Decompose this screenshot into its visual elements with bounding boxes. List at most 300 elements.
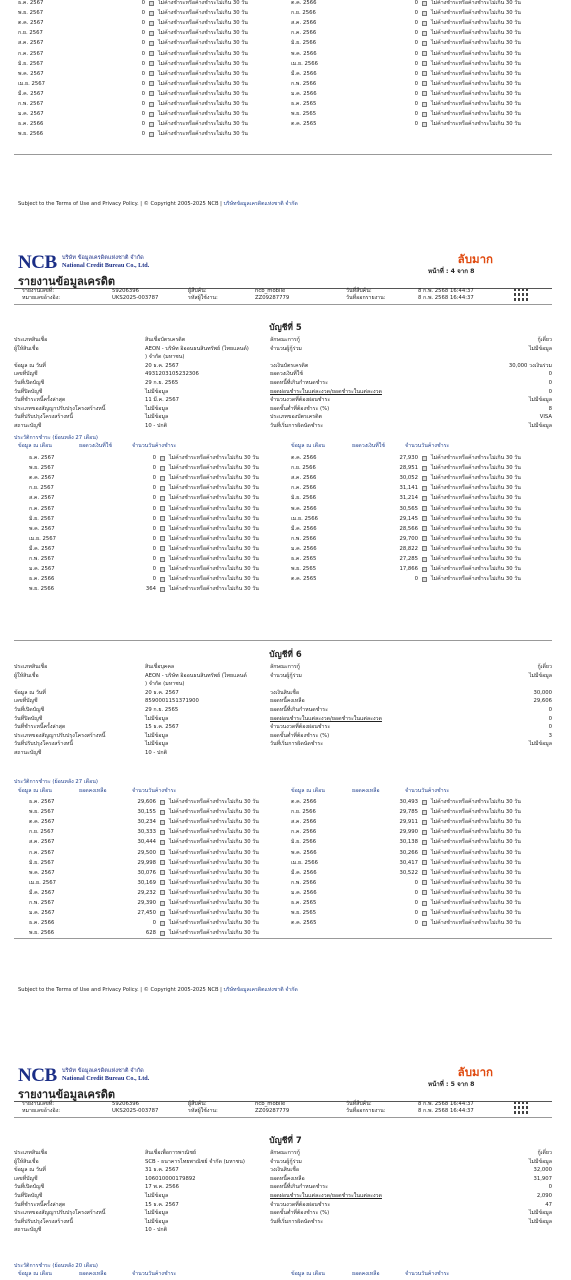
- payment-history-row: [291, 827, 561, 837]
- history-status: ไม่ค้างชำระหรือค้างชำระไม่เกิน 30 วัน: [158, 80, 248, 87]
- status-checkbox-icon: [160, 476, 165, 481]
- history-amount: 29,500: [137, 849, 156, 856]
- payment-history-row: [29, 564, 299, 574]
- status-checkbox-icon: [160, 546, 165, 551]
- page-number: หน้าที่ : 4 จาก 8: [428, 268, 475, 275]
- status-checkbox-icon: [422, 486, 427, 491]
- meta-value: 8 ก.พ. 2568 16:44:37: [418, 1101, 474, 1107]
- history-month: พ.ย. 2566: [18, 131, 44, 138]
- status-checkbox-icon: [160, 820, 165, 825]
- footer-company-link: บริษัทข้อมูลเครดิตแห่งชาติ จำกัด: [223, 201, 298, 207]
- meta-label: วันที่ออกรายงาน:: [346, 295, 386, 301]
- history-status: ไม่ค้างชำระหรือค้างชำระไม่เกิน 30 วัน: [158, 30, 248, 37]
- field-value: ไม่มีข้อมูล: [145, 732, 169, 739]
- history-month: มี.ค. 2566: [291, 70, 317, 77]
- field-value: 47: [545, 1201, 552, 1208]
- account-detail-row: [14, 362, 552, 371]
- meta-value: 8 ก.พ. 2568 16:44:37: [418, 288, 474, 294]
- history-month: ม.ค. 2566: [291, 90, 317, 97]
- payment-history-row: [18, 49, 288, 59]
- payment-history-row: [291, 99, 561, 109]
- field-value: ไม่มีข้อมูล: [145, 388, 169, 395]
- col-status: จำนวนวันค้างชำระ: [405, 788, 450, 794]
- status-checkbox-icon: [160, 830, 165, 835]
- payment-history-row: [291, 574, 561, 584]
- history-amount: 29,145: [399, 515, 418, 522]
- history-status: ไม่ค้างชำระหรือค้างชำระไม่เกิน 30 วัน: [169, 485, 259, 492]
- payment-history-row: [29, 493, 299, 503]
- history-status: ไม่ค้างชำระหรือค้างชำระไม่เกิน 30 วัน: [169, 930, 259, 937]
- history-status: ไม่ค้างชำระหรือค้างชำระไม่เกิน 30 วัน: [431, 111, 521, 118]
- field-label: สถานะบัญชี: [14, 423, 42, 429]
- status-checkbox-icon: [160, 506, 165, 511]
- history-section-title: ประวัติการชำระ (ย้อนหลัง 27 เดือน): [14, 779, 98, 785]
- payment-history-row: [291, 109, 561, 119]
- field-label: วงเงินสินเชื่อ: [270, 1167, 300, 1174]
- status-checkbox-icon: [160, 870, 165, 875]
- history-column-header: [18, 789, 278, 797]
- field-label: ข้อมูล ณ วันที่: [14, 689, 46, 696]
- history-amount: 27,285: [399, 556, 418, 562]
- history-amount: 0: [414, 889, 418, 896]
- payment-history-row: [29, 483, 299, 493]
- history-status: ไม่ค้างชำระหรือค้างชำระไม่เกิน 30 วัน: [431, 576, 521, 583]
- field-label: จำนวนงวดที่ต้องผ่อนชำระ: [270, 724, 331, 731]
- status-checkbox-icon: [422, 112, 427, 117]
- history-status: ไม่ค้างชำระหรือค้างชำระไม่เกิน 30 วัน: [431, 859, 521, 866]
- history-amount: 0: [414, 879, 418, 886]
- field-value: 20 ธ.ค. 2567: [145, 689, 179, 696]
- history-amount: 0: [414, 121, 418, 128]
- account-detail-row: [14, 1149, 552, 1158]
- meta-label: รายงานเลขที่:: [22, 288, 55, 294]
- field-label: สถานะบัญชี: [14, 1227, 42, 1234]
- payment-history-row: [291, 49, 561, 59]
- payment-history-row: [29, 524, 299, 534]
- payment-history-row: [291, 848, 561, 858]
- status-checkbox-icon: [422, 466, 427, 471]
- field-label: ผู้ให้สินเชื่อ: [14, 1158, 39, 1165]
- history-status: ไม่ค้างชำระหรือค้างชำระไม่เกิน 30 วัน: [169, 475, 259, 482]
- history-month: ม.ค. 2567: [29, 566, 55, 573]
- history-amount: 0: [141, 60, 145, 67]
- status-checkbox-icon: [149, 122, 154, 127]
- meta-value: 59206396: [112, 1101, 139, 1107]
- footer-legal-text: Subject to the Terms of Use and Privacy Policy. | © Copyright 2005-2025 NCB |: [18, 987, 222, 993]
- status-checkbox-icon: [422, 536, 427, 541]
- history-month: มิ.ย. 2566: [291, 495, 317, 502]
- field-value: 0: [548, 380, 552, 386]
- history-status: ไม่ค้างชำระหรือค้างชำระไม่เกิน 30 วัน: [169, 900, 259, 906]
- status-checkbox-icon: [422, 51, 427, 56]
- history-amount: 29,700: [399, 535, 418, 542]
- account-detail-row: [14, 388, 552, 397]
- history-status: ไม่ค้างชำระหรือค้างชำระไม่เกิน 30 วัน: [169, 920, 259, 927]
- field-value: 10 - ปกติ: [145, 423, 168, 429]
- col-amount: ยอดวงเงินที่ใช้: [352, 443, 385, 449]
- payment-history-row: [29, 837, 299, 847]
- history-status: ไม่ค้างชำระหรือค้างชำระไม่เกิน 30 วัน: [169, 556, 259, 562]
- history-status: ไม่ค้างชำระหรือค้างชำระไม่เกิน 30 วัน: [169, 869, 259, 876]
- history-amount: 0: [141, 131, 145, 138]
- history-amount: 30,155: [137, 809, 156, 816]
- history-month: เม.ย. 2567: [29, 879, 56, 886]
- history-month: พ.ย. 2567: [29, 465, 55, 472]
- history-month: ต.ค. 2566: [291, 799, 317, 805]
- history-month: พ.ย. 2565: [291, 910, 317, 917]
- history-status: ไม่ค้างชำระหรือค้างชำระไม่เกิน 30 วัน: [431, 849, 521, 856]
- field-label: ประเภทของสัญญาปรับปรุงโครงสร้างหนี้: [14, 732, 106, 739]
- field-value: ) จำกัด (มหาชน): [145, 681, 185, 688]
- history-amount: 0: [152, 475, 156, 482]
- history-amount: 0: [414, 900, 418, 906]
- field-value: 29,606: [533, 698, 552, 705]
- status-checkbox-icon: [422, 911, 427, 916]
- history-status: ไม่ค้างชำระหรือค้างชำระไม่เกิน 30 วัน: [431, 80, 521, 87]
- status-checkbox-icon: [422, 840, 427, 845]
- history-status: ไม่ค้างชำระหรือค้างชำระไม่เกิน 30 วัน: [431, 30, 521, 37]
- payment-history-row: [291, 898, 561, 908]
- payment-history-row: [291, 504, 561, 514]
- status-checkbox-icon: [422, 880, 427, 885]
- field-value: ไม่มีข้อมูล: [528, 397, 552, 404]
- brand-name: [62, 256, 149, 269]
- history-month: มิ.ย. 2567: [29, 859, 55, 866]
- account-detail-row: [14, 1226, 552, 1235]
- history-status: ไม่ค้างชำระหรือค้างชำระไม่เกิน 30 วัน: [158, 111, 248, 118]
- field-label: ยอดหนี้ที่เกินกำหนดชำระ: [270, 1184, 328, 1191]
- history-amount: 0: [141, 10, 145, 17]
- payment-history-row: [291, 28, 561, 38]
- history-month: เม.ย. 2566: [291, 515, 318, 522]
- payment-history-row: [291, 18, 561, 28]
- history-amount: 27,450: [137, 910, 156, 917]
- payment-history-row: [291, 89, 561, 99]
- status-checkbox-icon: [149, 102, 154, 107]
- field-label: ลักษณะการกู้: [270, 1150, 300, 1156]
- account-title: บัญชีที่ 7: [269, 1135, 302, 1145]
- status-checkbox-icon: [160, 587, 165, 592]
- field-value: 106010000179892: [145, 1175, 196, 1182]
- history-amount: 0: [414, 20, 418, 27]
- history-amount: 0: [152, 505, 156, 512]
- history-amount: 0: [141, 0, 145, 6]
- field-value: 0: [548, 724, 552, 731]
- history-status: ไม่ค้างชำระหรือค้างชำระไม่เกิน 30 วัน: [431, 879, 521, 886]
- field-label: ข้อมูล ณ วันที่: [14, 1167, 46, 1174]
- payment-history-row: [291, 463, 561, 473]
- field-value: 10 - ปกติ: [145, 1227, 168, 1234]
- field-label: วงเงินบัตรเครดิต: [270, 362, 309, 369]
- field-value: 0: [548, 1184, 552, 1191]
- payment-history-row: [291, 483, 561, 493]
- account-detail-row: [14, 345, 552, 354]
- history-amount: 30,138: [399, 839, 418, 846]
- status-checkbox-icon: [422, 830, 427, 835]
- history-amount: 0: [152, 576, 156, 583]
- history-status: ไม่ค้างชำระหรือค้างชำระไม่เกิน 30 วัน: [431, 50, 521, 57]
- history-month: มิ.ย. 2566: [291, 40, 317, 47]
- history-month: ธ.ค. 2565: [291, 556, 317, 562]
- col-date: ข้อมูล ณ เดือน: [18, 443, 52, 449]
- history-month: ม.ค. 2567: [18, 111, 44, 118]
- history-amount: 0: [141, 121, 145, 128]
- field-label: ประเภทสินเชื่อ: [14, 1150, 48, 1156]
- account-detail-row: [14, 336, 552, 345]
- payment-history-row: [291, 473, 561, 483]
- history-column-header: [291, 1272, 551, 1280]
- history-month: ส.ค. 2567: [18, 40, 44, 47]
- status-checkbox-icon: [160, 921, 165, 926]
- history-amount: 0: [141, 50, 145, 57]
- history-amount: 0: [414, 80, 418, 87]
- field-value: ไม่มีข้อมูล: [145, 1193, 169, 1199]
- history-status: ไม่ค้างชำระหรือค้างชำระไม่เกิน 30 วัน: [431, 455, 521, 461]
- history-month: ก.ค. 2566: [291, 30, 317, 37]
- history-amount: 17,866: [399, 566, 418, 573]
- history-status: ไม่ค้างชำระหรือค้างชำระไม่เกิน 30 วัน: [169, 576, 259, 583]
- history-month: ต.ค. 2565: [291, 920, 317, 927]
- field-value: กู้เดี่ยว: [537, 1150, 552, 1156]
- status-checkbox-icon: [149, 31, 154, 36]
- account-detail-row: [14, 353, 552, 362]
- history-amount: 30,234: [137, 819, 156, 826]
- ncb-logo: NCB: [18, 252, 57, 273]
- brand-name-th: บริษัท ข้อมูลเครดิตแห่งชาติ จำกัด: [62, 1068, 144, 1074]
- history-amount: 30,417: [399, 859, 418, 866]
- history-month: ก.ย. 2566: [291, 465, 316, 472]
- status-checkbox-icon: [422, 31, 427, 36]
- history-status: ไม่ค้างชำระหรือค้างชำระไม่เกิน 30 วัน: [431, 90, 521, 97]
- history-amount: 0: [414, 576, 418, 583]
- history-month: ม.ค. 2566: [291, 545, 317, 552]
- history-amount: 28,951: [399, 465, 418, 472]
- status-checkbox-icon: [422, 81, 427, 86]
- history-month: ก.พ. 2566: [291, 879, 317, 886]
- field-label: ข้อมูล ณ วันที่: [14, 362, 46, 369]
- field-value: 31,907: [533, 1175, 552, 1182]
- payment-history-row: [29, 817, 299, 827]
- field-label: ยอดหนี้ที่เกินกำหนดชำระ: [270, 707, 328, 713]
- history-month: พ.ย. 2566: [29, 930, 55, 937]
- field-value: ไม่มีข้อมูล: [145, 1210, 169, 1217]
- field-label: ประเภทของสัญญาปรับปรุงโครงสร้างหนี้: [14, 1210, 106, 1217]
- payment-history-row: [29, 463, 299, 473]
- payment-history-row: [29, 807, 299, 817]
- payment-history-row: [29, 584, 299, 594]
- col-date: ข้อมูล ณ เดือน: [291, 443, 325, 449]
- status-checkbox-icon: [160, 516, 165, 521]
- account-detail-row: [14, 672, 552, 681]
- history-status: ไม่ค้างชำระหรือค้างชำระไม่เกิน 30 วัน: [431, 545, 521, 552]
- history-status: ไม่ค้างชำระหรือค้างชำระไม่เกิน 30 วัน: [431, 910, 521, 917]
- field-value: 30,000: [533, 689, 552, 696]
- history-amount: 29,785: [399, 809, 418, 816]
- field-value: 0: [548, 715, 552, 722]
- status-checkbox-icon: [160, 486, 165, 491]
- history-month: ก.พ. 2566: [291, 80, 317, 87]
- history-amount: 0: [152, 465, 156, 472]
- history-month: ส.ค. 2566: [291, 20, 317, 27]
- status-checkbox-icon: [422, 820, 427, 825]
- history-month: เม.ย. 2566: [291, 859, 318, 866]
- status-checkbox-icon: [422, 102, 427, 107]
- payment-history-row: [29, 544, 299, 554]
- status-checkbox-icon: [160, 880, 165, 885]
- history-column-header: [18, 444, 278, 452]
- payment-history-row: [18, 89, 288, 99]
- history-status: ไม่ค้างชำระหรือค้างชำระไม่เกิน 30 วัน: [431, 900, 521, 906]
- status-checkbox-icon: [149, 91, 154, 96]
- history-status: ไม่ค้างชำระหรือค้างชำระไม่เกิน 30 วัน: [431, 556, 521, 562]
- payment-history-row: [29, 453, 299, 463]
- history-status: ไม่ค้างชำระหรือค้างชำระไม่เกิน 30 วัน: [158, 40, 248, 47]
- status-checkbox-icon: [149, 51, 154, 56]
- page-footer: [18, 202, 298, 207]
- history-month: พ.ค. 2567: [29, 869, 55, 876]
- history-status: ไม่ค้างชำระหรือค้างชำระไม่เกิน 30 วัน: [431, 525, 521, 532]
- field-label: วันที่ปรับปรุงโครงสร้างหนี้: [14, 414, 74, 421]
- payment-history-row: [18, 69, 288, 79]
- payment-history-row: [29, 848, 299, 858]
- col-status: จำนวนวันค้างชำระ: [405, 443, 450, 449]
- field-value: ) จำกัด (มหาชน): [145, 354, 185, 361]
- history-amount: 0: [152, 556, 156, 562]
- history-month: ก.ย. 2567: [18, 30, 43, 37]
- table-bottom-rule: [14, 938, 552, 939]
- status-checkbox-icon: [422, 91, 427, 96]
- page-footer: [18, 988, 298, 993]
- history-status: ไม่ค้างชำระหรือค้างชำระไม่เกิน 30 วัน: [431, 869, 521, 876]
- field-label: ยอดผ่อนชำระในแต่ละงวด/ยอดชำระในแต่ละงวด: [270, 1193, 382, 1199]
- status-checkbox-icon: [160, 860, 165, 865]
- field-label: วันที่เปิดบัญชี: [14, 707, 45, 713]
- history-column-header: [18, 1272, 278, 1280]
- payment-history-row: [291, 564, 561, 574]
- history-month: ธ.ค. 2566: [29, 576, 55, 583]
- status-checkbox-icon: [422, 476, 427, 481]
- history-month: ก.พ. 2567: [18, 101, 44, 107]
- history-status: ไม่ค้างชำระหรือค้างชำระไม่เกิน 30 วัน: [169, 515, 259, 522]
- status-checkbox-icon: [422, 526, 427, 531]
- account-detail-row: [14, 732, 552, 741]
- field-value: ไม่มีข้อมูล: [528, 345, 552, 352]
- meta-label: หมายเลขอ้างอิง:: [22, 295, 61, 301]
- status-checkbox-icon: [422, 800, 427, 805]
- history-status: ไม่ค้างชำระหรือค้างชำระไม่เกิน 30 วัน: [158, 70, 248, 77]
- field-value: 30,000 วงเงินร่วม: [508, 362, 552, 369]
- history-month: ต.ค. 2567: [29, 819, 55, 826]
- field-value: 11 มี.ค. 2567: [145, 397, 179, 404]
- field-value: VISA: [539, 414, 552, 421]
- field-value: SCB - ธนาคารไทยพาณิชย์ จำกัด (มหาชน): [145, 1158, 245, 1165]
- account-detail-row: [14, 1192, 552, 1201]
- status-checkbox-icon: [422, 61, 427, 66]
- history-month: ต.ค. 2567: [29, 475, 55, 482]
- field-value: 10 - ปกติ: [145, 750, 168, 756]
- history-status: ไม่ค้างชำระหรือค้างชำระไม่เกิน 30 วัน: [158, 10, 248, 17]
- account-detail-row: [14, 422, 552, 431]
- history-amount: 0: [152, 455, 156, 461]
- status-checkbox-icon: [422, 567, 427, 572]
- payment-history-row: [18, 28, 288, 38]
- status-checkbox-icon: [149, 71, 154, 76]
- payment-history-row: [29, 858, 299, 868]
- field-label: ผู้ให้สินเชื่อ: [14, 672, 39, 679]
- meta-label: รายงานเลขที่:: [22, 1101, 55, 1107]
- history-month: พ.ค. 2567: [29, 525, 55, 532]
- field-value: 15 ธ.ค. 2567: [145, 724, 179, 731]
- history-month: ม.ค. 2566: [291, 889, 317, 896]
- history-month: ส.ค. 2566: [291, 475, 317, 482]
- status-checkbox-icon: [149, 41, 154, 46]
- history-month: ก.ค. 2566: [291, 485, 317, 492]
- field-label: ประเภทของสัญญาปรับปรุงโครงสร้างหนี้: [14, 405, 106, 412]
- field-label: วันที่ชำระหนี้ครั้งล่าสุด: [14, 397, 66, 404]
- payment-history-row: [29, 898, 299, 908]
- status-checkbox-icon: [160, 890, 165, 895]
- status-checkbox-icon: [160, 577, 165, 582]
- status-checkbox-icon: [422, 516, 427, 521]
- history-amount: 27,930: [399, 455, 418, 461]
- payment-history-row: [18, 79, 288, 89]
- history-month: ธ.ค. 2567: [18, 0, 44, 6]
- report-title: รายงานข้อมูลเครดิต: [18, 1088, 116, 1101]
- field-value: ไม่มีข้อมูล: [528, 672, 552, 679]
- payment-history-row: [291, 524, 561, 534]
- status-checkbox-icon: [160, 557, 165, 562]
- account-detail-row: [14, 1158, 552, 1167]
- field-value: 8: [548, 405, 552, 412]
- payment-history-row: [291, 69, 561, 79]
- field-label: วงเงินสินเชื่อ: [270, 689, 300, 696]
- confidential-label: ลับมาก: [457, 1065, 493, 1079]
- history-status: ไม่ค้างชำระหรือค้างชำระไม่เกิน 30 วัน: [431, 10, 521, 17]
- meta-label: รหัสผู้ใช้งาน:: [188, 1108, 218, 1114]
- page-number: หน้าที่ : 5 จาก 8: [428, 1081, 475, 1088]
- history-month: พ.ย. 2567: [18, 10, 44, 17]
- payment-history-row: [18, 109, 288, 119]
- history-status: ไม่ค้างชำระหรือค้างชำระไม่เกิน 30 วัน: [169, 495, 259, 502]
- footer-company-link: บริษัทข้อมูลเครดิตแห่งชาติ จำกัด: [223, 987, 298, 993]
- history-status: ไม่ค้างชำระหรือค้างชำระไม่เกิน 30 วัน: [158, 50, 248, 57]
- history-status: ไม่ค้างชำระหรือค้างชำระไม่เกิน 30 วัน: [431, 121, 521, 128]
- account-detail-row: [14, 379, 552, 388]
- history-month: ม.ค. 2567: [29, 910, 55, 917]
- history-amount: 30,444: [137, 839, 156, 846]
- brand-name-en: National Credit Bureau Co., Ltd.: [62, 261, 150, 269]
- history-amount: 0: [414, 920, 418, 927]
- field-label: วันที่ปิดบัญชี: [14, 715, 43, 722]
- payment-history-row: [29, 554, 299, 564]
- history-column-header: [291, 789, 551, 797]
- history-amount: 0: [141, 111, 145, 118]
- history-status: ไม่ค้างชำระหรือค้างชำระไม่เกิน 30 วัน: [431, 535, 521, 542]
- history-amount: 29,998: [137, 859, 156, 866]
- history-amount: 30,493: [399, 799, 418, 805]
- field-value: 31 ธ.ค. 2567: [145, 1167, 179, 1174]
- status-checkbox-icon: [422, 456, 427, 461]
- payment-history-row: [291, 837, 561, 847]
- history-amount: 0: [414, 90, 418, 97]
- payment-history-row: [29, 534, 299, 544]
- field-label: เลขที่บัญชี: [14, 1175, 38, 1182]
- col-status: จำนวนวันค้างชำระ: [405, 1271, 450, 1277]
- history-status: ไม่ค้างชำระหรือค้างชำระไม่เกิน 30 วัน: [169, 859, 259, 866]
- col-amount: ยอดคงเหลือ: [352, 1271, 380, 1277]
- history-column-header: [291, 444, 551, 452]
- field-label: ประเภทสินเชื่อ: [14, 664, 48, 670]
